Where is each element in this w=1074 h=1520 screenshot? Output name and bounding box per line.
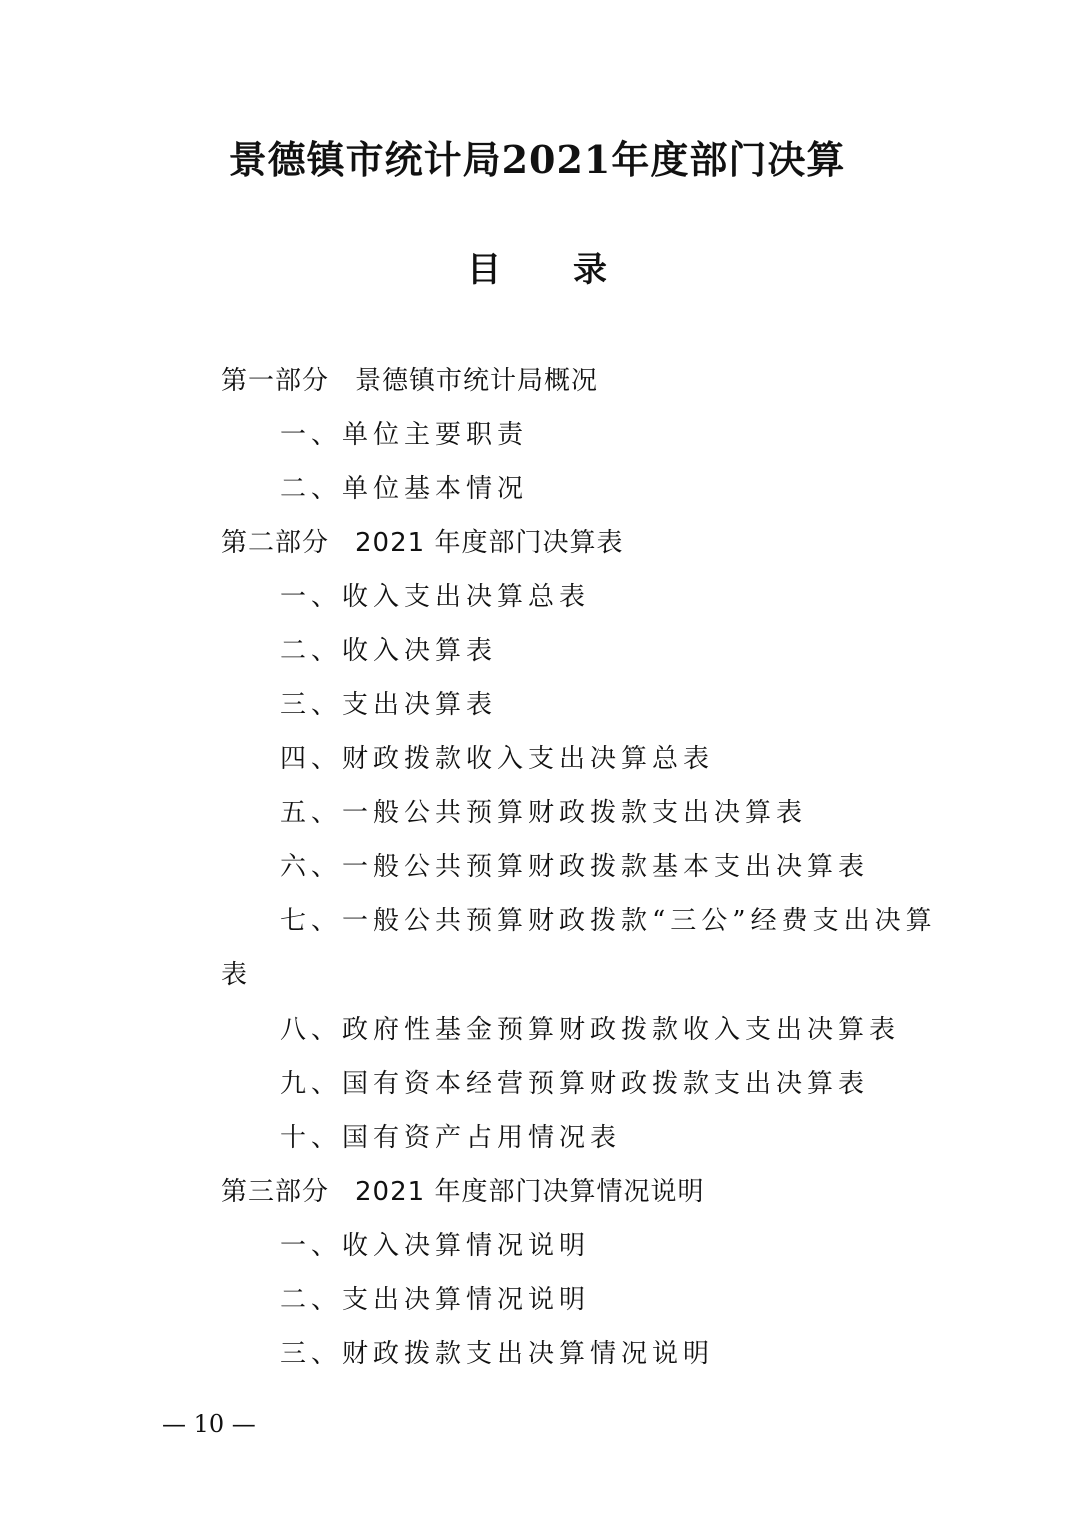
toc-item: 九、国有资本经营预算财政拨款支出决算表 [280, 1069, 870, 1099]
page-number: — 10 — [162, 1410, 256, 1438]
toc-item: 五、一般公共预算财政拨款支出决算表 [280, 798, 808, 828]
toc-item: 六、一般公共预算财政拨款基本支出决算表 [280, 852, 870, 882]
toc-part-number: 第三部分 [221, 1177, 330, 1207]
toc-item: 八、政府性基金预算财政拨款收入支出决算表 [280, 1015, 901, 1045]
toc-part-2 [221, 523, 623, 563]
document-title: 景德镇市统计局2021年度部门决算 [228, 137, 846, 182]
toc-item: 七、一般公共预算财政拨款“三公”经费支出决算 [280, 906, 937, 936]
toc-part-1 [221, 361, 598, 401]
toc-item: 二、单位基本情况 [280, 474, 529, 504]
toc-heading-right: 录 [573, 250, 607, 290]
toc-heading-left: 目 [467, 250, 501, 290]
toc-item: 十、国有资产占用情况表 [280, 1123, 622, 1153]
toc-part-title: 2021 年度部门决算表 [355, 528, 624, 558]
toc-item: 三、财政拨款支出决算情况说明 [280, 1339, 715, 1369]
toc-item: 一、收入支出决算总表 [280, 582, 591, 612]
toc-item: 一、收入决算情况说明 [280, 1231, 591, 1261]
toc-part-title: 2021 年度部门决算情况说明 [355, 1177, 705, 1207]
toc-item: 三、支出决算表 [280, 690, 498, 720]
toc-part-3 [221, 1172, 704, 1212]
toc-part-number: 第二部分 [221, 528, 330, 558]
toc-item-continuation: 表 [221, 960, 253, 990]
toc-item: 二、支出决算情况说明 [280, 1285, 591, 1315]
toc-item: 二、收入决算表 [280, 636, 498, 666]
toc-item: 一、单位主要职责 [280, 420, 529, 450]
toc-item: 四、财政拨款收入支出决算总表 [280, 744, 715, 774]
toc-part-number: 第一部分 [221, 366, 330, 396]
toc-part-title: 景德镇市统计局概况 [355, 366, 599, 396]
